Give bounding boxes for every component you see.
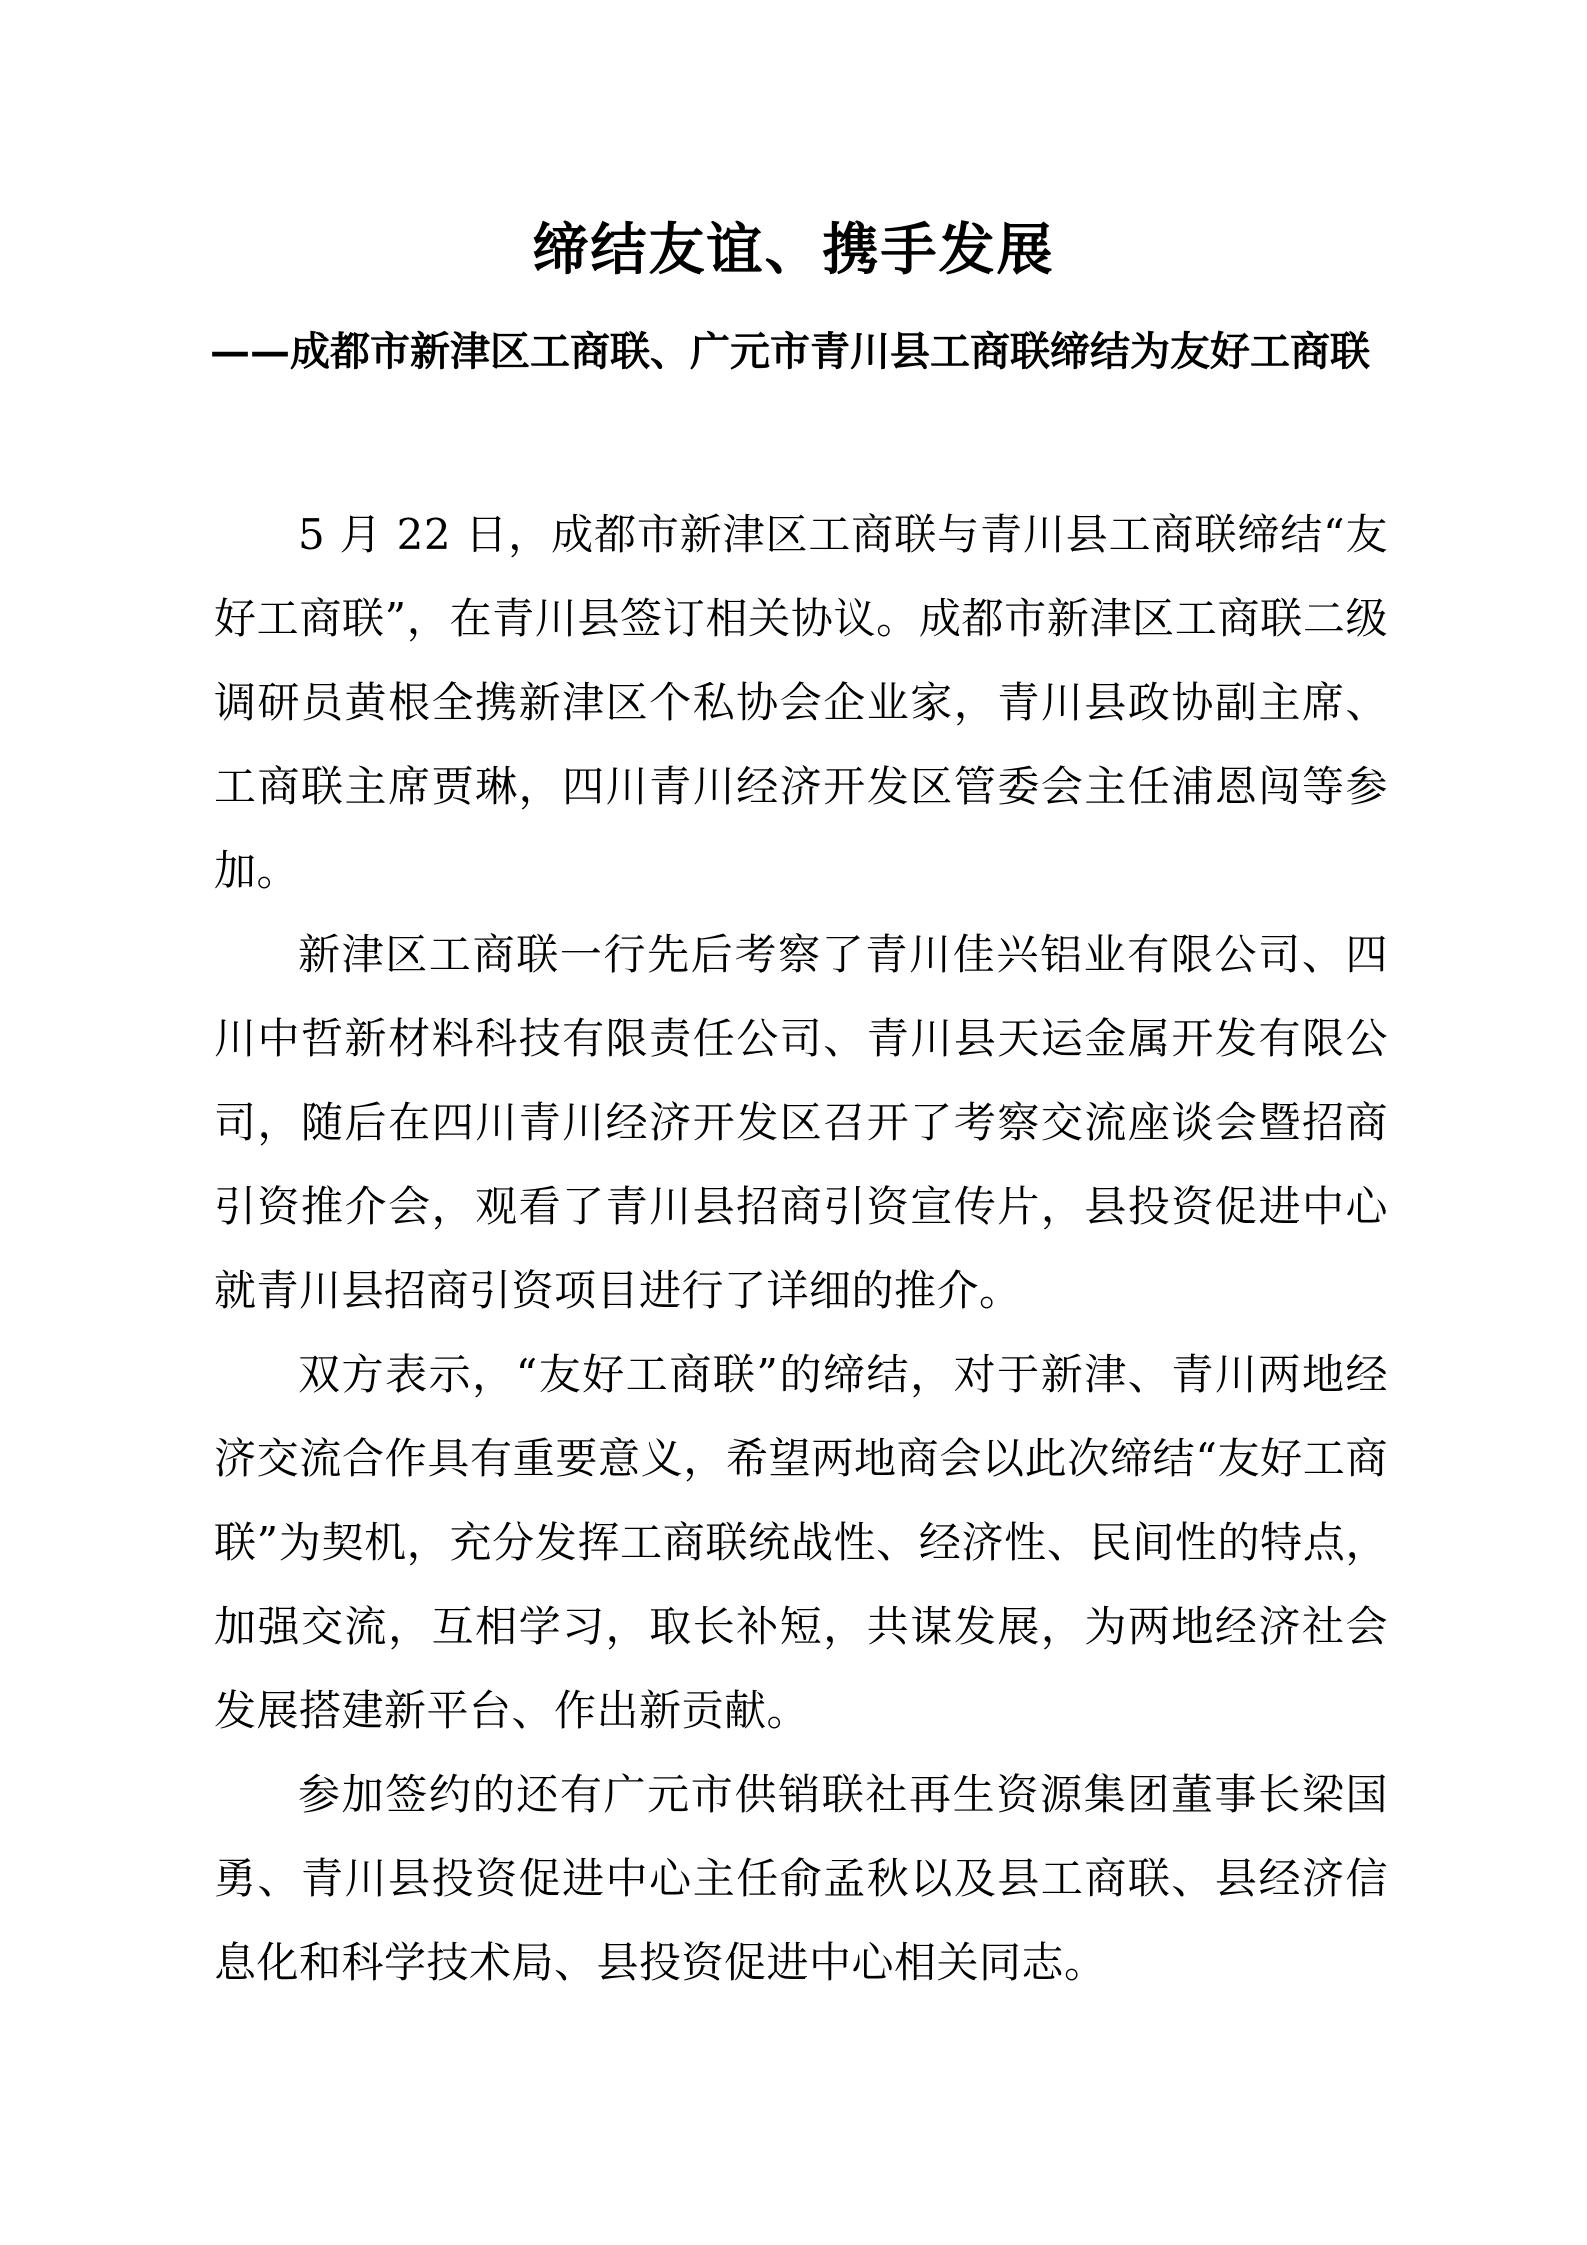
paragraph-attendees: 参加签约的还有广元市供销联社再生资源集团董事长梁国勇、青川县投资促进中心主任俞孟秋以及县工商联、县经济信息化和科学技术局、县投资促进中心相关同志。 (214, 1770, 1388, 1987)
paragraph-significance: 双方表示，“友好工商联”的缔结，对于新津、青川两地经济交流合作具有重要意义，希望两地商会以此次缔结“友好工商联”为契机，充分发挥工商联统战性、经济性、民间性的特点，加强交流，互相学习，取长补短，共谋发展，为两地经济社会发展搭建新平台、作出新贡献。 (214, 1350, 1388, 1735)
document-subtitle: ——成都市新津区工商联、广元市青川县工商联缔结为友好工商联 (210, 328, 1370, 375)
paragraph-signing: 5 月 22 日，成都市新津区工商联与青川县工商联缔结“友好工商联”，在青川县签订相关协议。成都市新津区工商联二级调研员黄根全携新津区个私协会企业家，青川县政协副主席、工商联主席贾琳，四川青川经济开发区管委会主任浦恩闯等参加。 (214, 510, 1388, 895)
paragraph-inspection: 新津区工商联一行先后考察了青川佳兴铝业有限公司、四川中哲新材料科技有限责任公司、青川县天运金属开发有限公司，随后在四川青川经济开发区召开了考察交流座谈会暨招商引资推介会，观看了青川县招商引资宣传片，县投资促进中心就青川县招商引资项目进行了详细的推介。 (214, 930, 1388, 1315)
document-title: 缔结友谊、携手发展 (532, 217, 1055, 283)
document-body (214, 493, 1388, 2005)
